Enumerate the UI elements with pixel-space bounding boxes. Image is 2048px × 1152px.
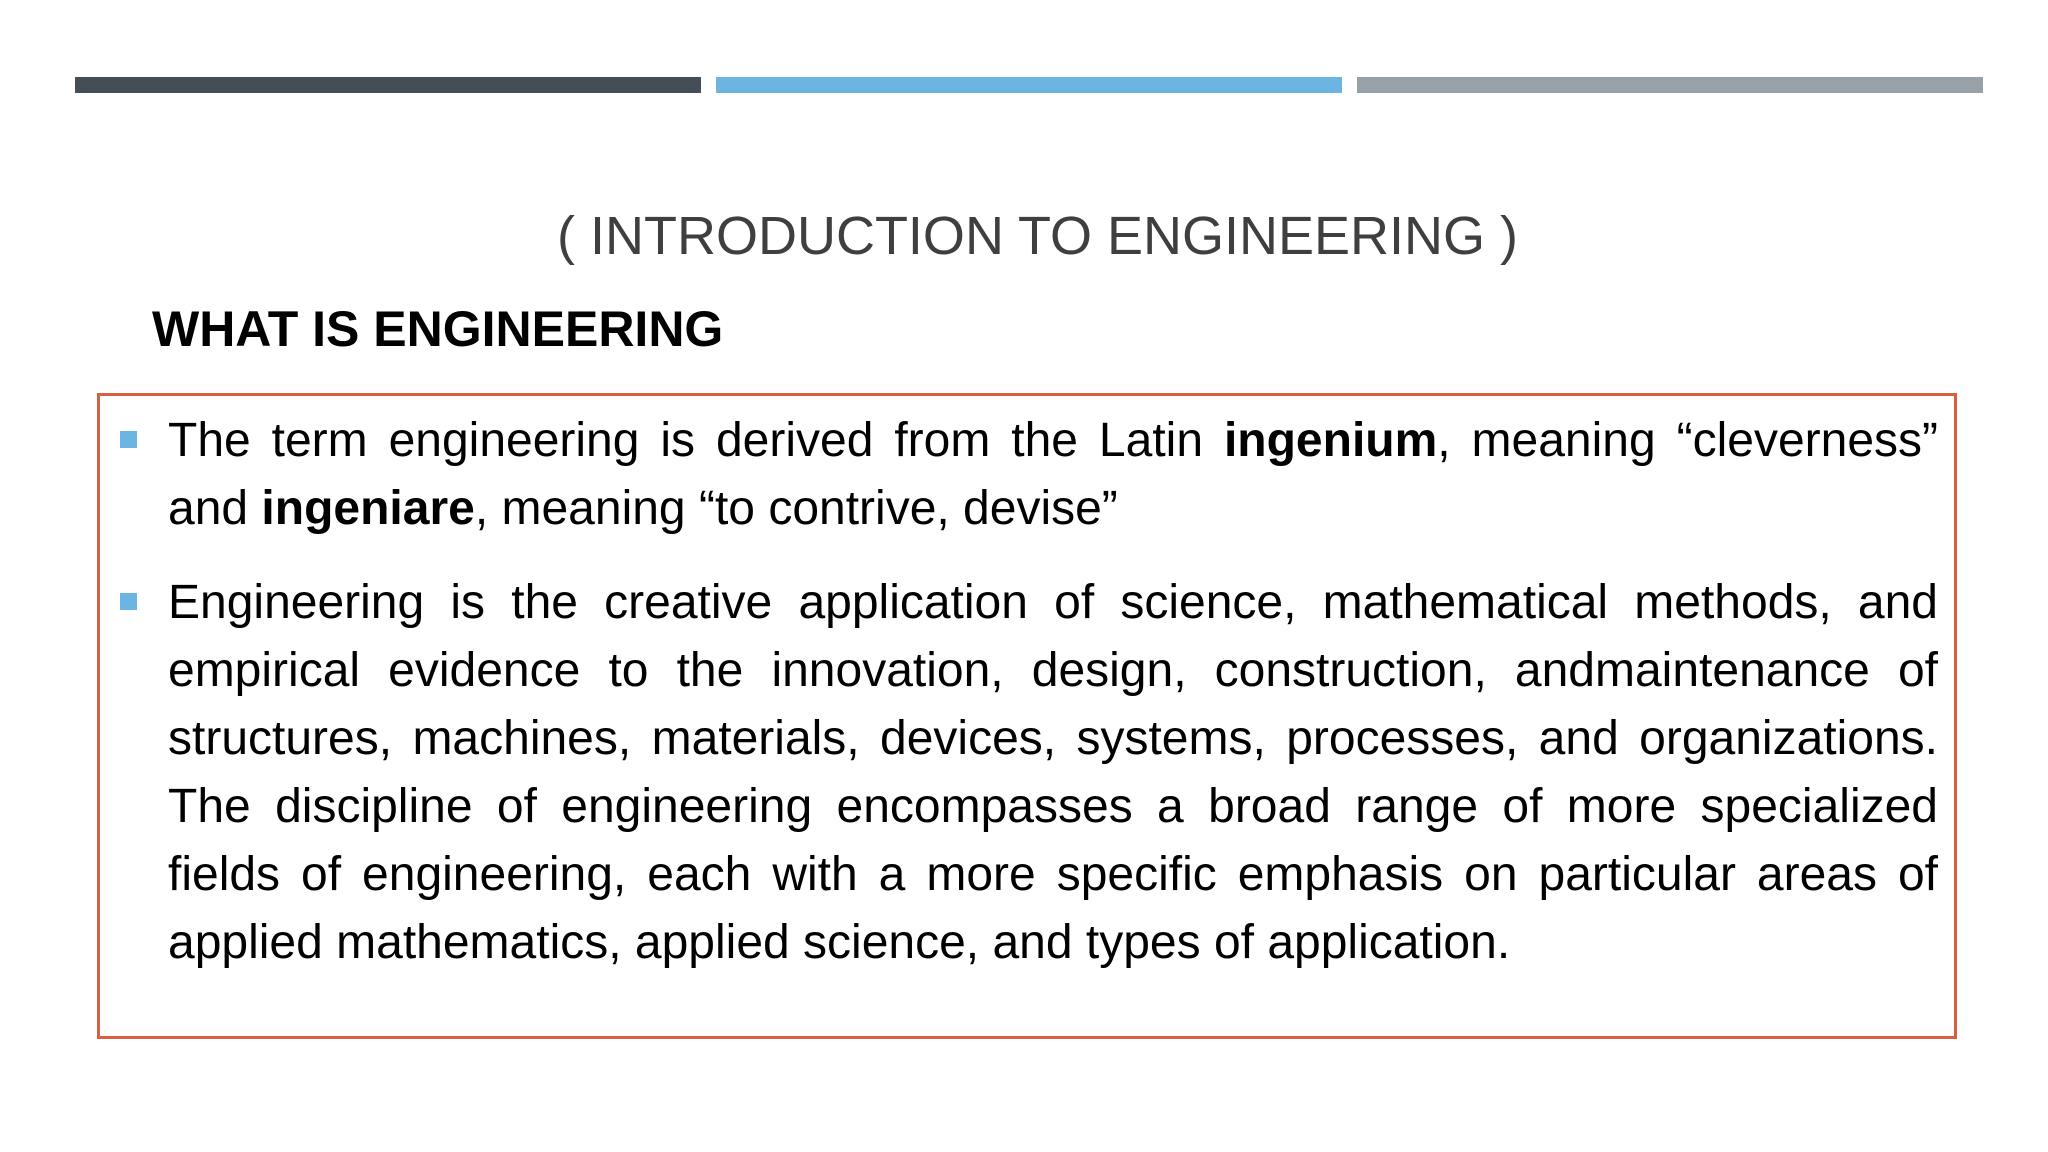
content-box bbox=[97, 393, 1957, 1039]
bold-term: ingenium bbox=[1223, 414, 1438, 467]
bold-term: ingeniare bbox=[261, 482, 475, 535]
square-bullet-icon bbox=[120, 431, 137, 448]
slide-title: ( INTRODUCTION TO ENGINEERING ) bbox=[556, 206, 1519, 266]
accent-bar-blue bbox=[716, 77, 1342, 93]
bullet-text: Engineering is the creative application of science, mathematical methods, and empirical evidence to the innovation, design, construction, andmaintenance of structures, machines, materials, devices, systems, processes, and organizations. The discipline of engineering encompasses a broad range of more specialized fields of engineering, each with a more specific emphasis on particular areas of applied mathematics, applied science, and types of application. bbox=[168, 576, 1938, 969]
bullet-text-part: , meaning “to contrive, devise” bbox=[474, 482, 1118, 535]
accent-bar-gray bbox=[1357, 77, 1983, 93]
bullet-text bbox=[168, 407, 1938, 543]
square-bullet-icon bbox=[120, 593, 137, 610]
bullet-item bbox=[168, 407, 1938, 543]
bullet-text-part: , meaning “cleverness” and bbox=[168, 414, 1939, 535]
section-heading: WHAT IS ENGINEERING bbox=[152, 301, 724, 357]
bullet-text-part: The term engineering is derived from the Latin bbox=[168, 414, 1224, 467]
bullet-item bbox=[168, 569, 1938, 977]
accent-bar-dark bbox=[75, 77, 701, 93]
